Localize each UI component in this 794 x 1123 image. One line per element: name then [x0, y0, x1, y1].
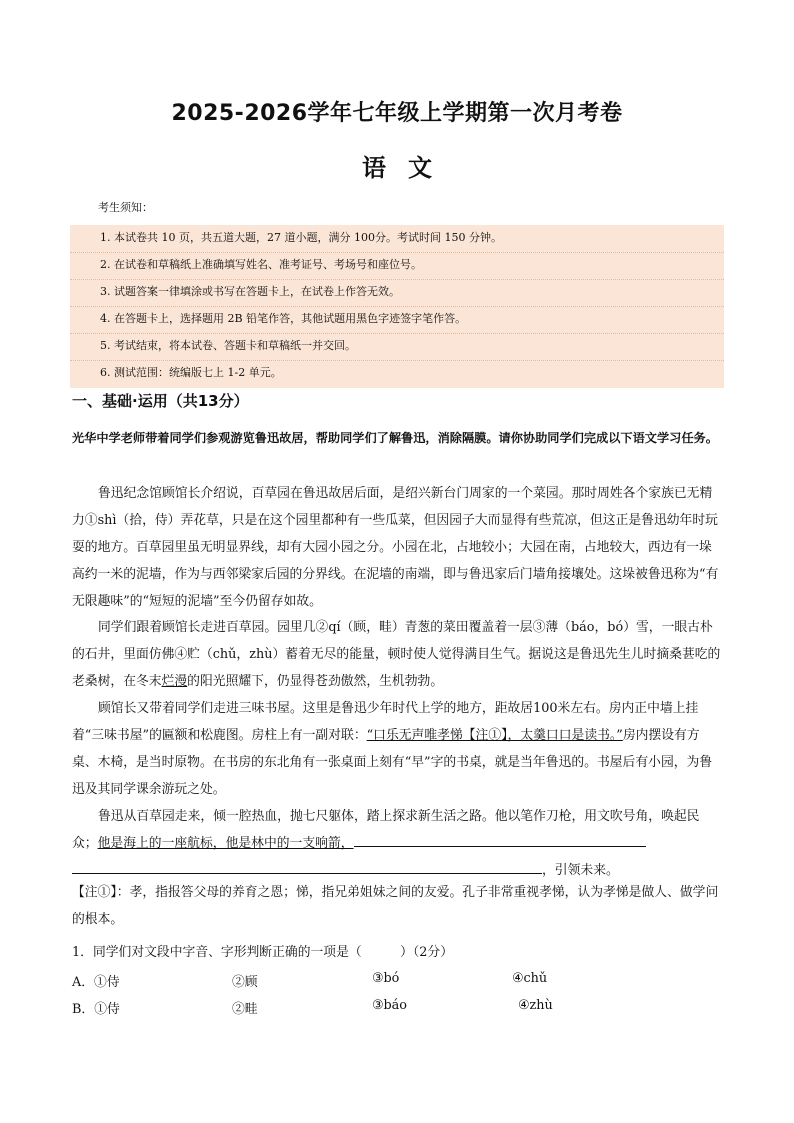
underlined-couplet: “口乐无声唯孝悌【注①】，太羹口口是读书。”	[366, 728, 623, 743]
option-a-item: ③bó	[372, 971, 400, 986]
notice-item: 3. 试题答案一律填涂或书写在答题卡上，在试卷上作答无效。	[100, 285, 400, 298]
notice-item: 2. 在试卷和草稿纸上准确填写姓名、准考证号、考场号和座位号。	[100, 258, 422, 271]
section-title: 一、基础·运用（共13分）	[72, 392, 249, 410]
notice-item: 5. 考试结束，将本试卷、答题卡和草稿纸一并交回。	[100, 339, 356, 352]
underlined-sentence: 他是海上的一座航标，他是林中的一支响箭，	[97, 836, 354, 851]
exam-title: 2025-2026学年七年级上学期第一次月考卷	[171, 101, 623, 126]
notice-item: 1. 本试卷共 10 页，共五道大题，27 道小题，满分 100分。考试时间 150 分钟。	[100, 231, 502, 244]
section-intro: 光华中学老师带着同学们参观游览鲁迅故居，帮助同学们了解鲁迅，消除隔膜。请你协助同学们完成以下语文学习任务。	[72, 431, 718, 445]
notice-label: 考生须知：	[98, 201, 153, 214]
notice-divider	[70, 252, 724, 253]
paragraph-1: 鲁迅纪念馆顾馆长介绍说，百草园在鲁迅故居后面，是绍兴新台门周家的一个菜园。那时周姓各个家族已无精力①shì（拾，侍）弄花草，只是在这个园里都种有一些瓜菜，但因园子大而显得有些荒凉，但这正是鲁迅幼年时玩耍的地方。百草园里虽无明显界线，却有大园小园之分。小园在北，占地较小；大园在南，占地较大，西边有一垛高约一米的泥墙，作为与西邻梁家后园的分界线。在泥墙的南端，即与鲁迅家后门墙角接壤处。这垛被鲁迅称为“有无限趣味”的“短短的泥墙”至今仍留存如故。	[72, 486, 719, 609]
answer-blank[interactable]	[72, 860, 542, 874]
notice-divider	[70, 360, 724, 361]
subject-title: 语文	[362, 154, 454, 182]
footnote: 【注①】：孝，指报答父母的养育之恩；悌，指兄弟姐妹之间的友爱。孔子非常重视孝悌，认为孝悌是做人、做学问的根本。	[72, 885, 719, 927]
option-b-item: ②畦	[232, 1002, 258, 1017]
paragraph-4	[72, 803, 722, 884]
paragraph-3	[72, 695, 722, 803]
notice-item: 4. 在答题卡上，选择题用 2B 铅笔作答，其他试题用黑色字迹签字笔作答。	[100, 312, 467, 325]
paragraph-text: 鲁迅从百草园走来，倾一腔热血，抛七尺躯体，踏上探求新生活之路。他以笔作刀枪，用文吹号角，唤起民众；	[72, 809, 700, 851]
question-1-stem: 1．同学们对文段中字音、字形判断正确的一项是（ ）（2分）	[72, 945, 453, 960]
paragraph-text: 顾馆长又带着同学们走进三味书屋。这里是鲁迅少年时代上学的地方，距故居100米左右。房内正中墙上挂着“三味书屋”的匾额和松鹿图。房柱上有一副对联：	[72, 701, 699, 743]
underlined-word: 烂漫	[161, 674, 188, 689]
paragraph-text: 同学们跟着顾馆长走进百草园。园里几②qí（顾，畦）青葱的菜田覆盖着一层③薄（báo，bó）雪，一眼古朴的石井，里面仿佛④贮（chǔ，zhù）蓄着无尽的能量，顿时使人觉得满目生气。据说这是鲁迅先生儿时摘桑葚吃的老桑树，在冬末	[72, 620, 721, 689]
option-b-item: ③báo	[372, 998, 407, 1013]
option-a-item: ②顾	[232, 975, 258, 990]
option-b-label[interactable]: B．①侍	[72, 1002, 120, 1017]
option-a-item: ④chǔ	[512, 971, 548, 986]
paragraph-text: 的阳光照耀下，仍显得苍劲傲然，生机勃勃。	[187, 674, 444, 689]
paragraph-text: 房内摆设有方桌、木椅，是当时原物。在书房的东北角有一张桌面上刻有“早”字的书桌，就是当年鲁迅的。书屋后有小园，为鲁迅及其同学课余游玩之处。	[72, 728, 713, 797]
notice-item: 6. 测试范围：统编版七上 1-2 单元。	[100, 366, 282, 379]
notice-box	[70, 225, 724, 388]
notice-divider	[70, 279, 724, 280]
answer-blank[interactable]	[354, 833, 646, 847]
notice-divider	[70, 333, 724, 334]
option-a-label[interactable]: A．①侍	[72, 975, 120, 990]
option-b-item: ④zhù	[518, 998, 553, 1013]
paragraph-2	[72, 614, 722, 695]
paragraph-text: ，引领未来。	[542, 863, 619, 878]
notice-divider	[70, 306, 724, 307]
